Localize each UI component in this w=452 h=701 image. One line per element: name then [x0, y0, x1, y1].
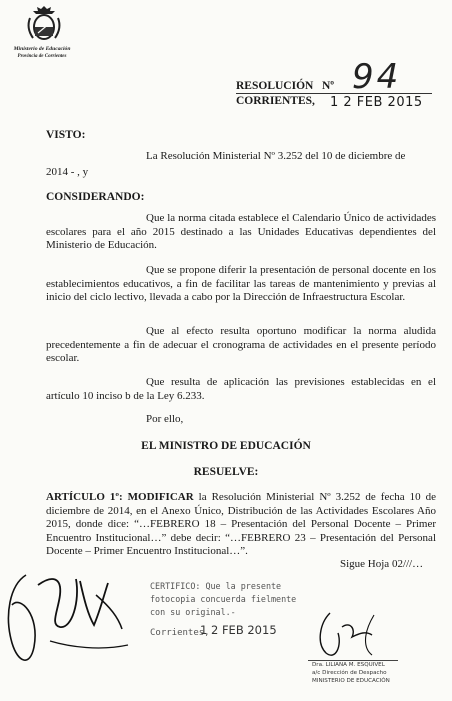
signatory-role: a/c Dirección de Despacho — [312, 670, 387, 676]
considerando-paragraph: Que se propone diferir la presentación de personal docente en los establecimientos educativos, a fin de facilitar las tareas de mantenimiento y previas al inicio del ciclo lectivo, llevada a cabo por la Dirección de Infraestructura Escolar. — [46, 264, 436, 303]
resolution-date-stamp: 1 2 FEB 2015 — [330, 95, 423, 110]
resolution-city: CORRIENTES, — [236, 95, 315, 107]
minister-heading: EL MINISTRO DE EDUCACIÓN — [141, 440, 311, 452]
certification-stamp-line: fotocopia concuerda fielmente — [150, 594, 297, 604]
resuelve-heading: RESUELVE: — [193, 466, 259, 478]
visto-heading: VISTO: — [46, 129, 86, 141]
resolution-label: RESOLUCIÓN — [236, 80, 314, 92]
resolution-number: 94 — [352, 57, 402, 97]
signature-line — [308, 660, 398, 661]
official-signature — [312, 605, 402, 660]
considerando-paragraph: Que la norma citada establece el Calendario Único de actividades escolares para el año 2015 destinado a las Unidades Educativas dependientes del Ministerio de Educación. — [46, 212, 436, 251]
considerando-paragraph: Que al efecto resulta oportuno modificar la norma aludida precedentemente a fin de adecuar el cronograma de actividades en el presente período escolar. — [46, 325, 436, 364]
province-name: Provincia de Corrientes — [17, 54, 67, 59]
article-1-label: ARTÍCULO 1º: MODIFICAR — [46, 491, 194, 503]
certification-stamp-city: Corrientes, — [150, 628, 210, 638]
signatory-ministry: MINISTERIO DE EDUCACIÓN — [312, 678, 390, 684]
continuation-note: Sigue Hoja 02///… — [340, 558, 424, 570]
visto-continuation: 2014 - , y — [46, 166, 89, 178]
ministry-name: Ministerio de Educación — [13, 46, 71, 52]
resolution-number-label: Nº — [322, 80, 335, 92]
certification-stamp-line: con su original.- — [150, 607, 236, 617]
article-1 — [46, 491, 436, 559]
certification-stamp-date: 1 2 FEB 2015 — [200, 623, 277, 637]
article-1-text: la Resolución Ministerial Nº 3.252 de fecha 10 de diciembre de 2014, en el Anexo Único, Distribución de las Actividades Escolares Año 2015, donde dice: “…FEBRERO 18 – Presentación del Personal Docente – Primer Encuentro Institucional…” debe decir: “…FEBRERO 23 – Presentación del Personal Docente – Primer Encuentro Institucional…”. — [46, 491, 436, 557]
signatory-name: Dra. LILIANA M. ESQUIVEL — [312, 662, 385, 668]
handwritten-signature — [0, 555, 150, 675]
considerando-heading: CONSIDERANDO: — [46, 191, 145, 203]
por-ello: Por ello, — [146, 413, 184, 425]
certification-stamp-line: CERTIFICO: Que la presente — [150, 581, 282, 591]
argentine-coat-of-arms-icon — [24, 4, 64, 42]
visto-text: La Resolución Ministerial Nº 3.252 del 10 de diciembre de — [146, 150, 406, 162]
resolution-underline — [236, 93, 432, 94]
considerando-paragraph: Que resulta de aplicación las previsiones establecidas en el artículo 10 inciso b de la Ley 6.233. — [46, 376, 436, 402]
